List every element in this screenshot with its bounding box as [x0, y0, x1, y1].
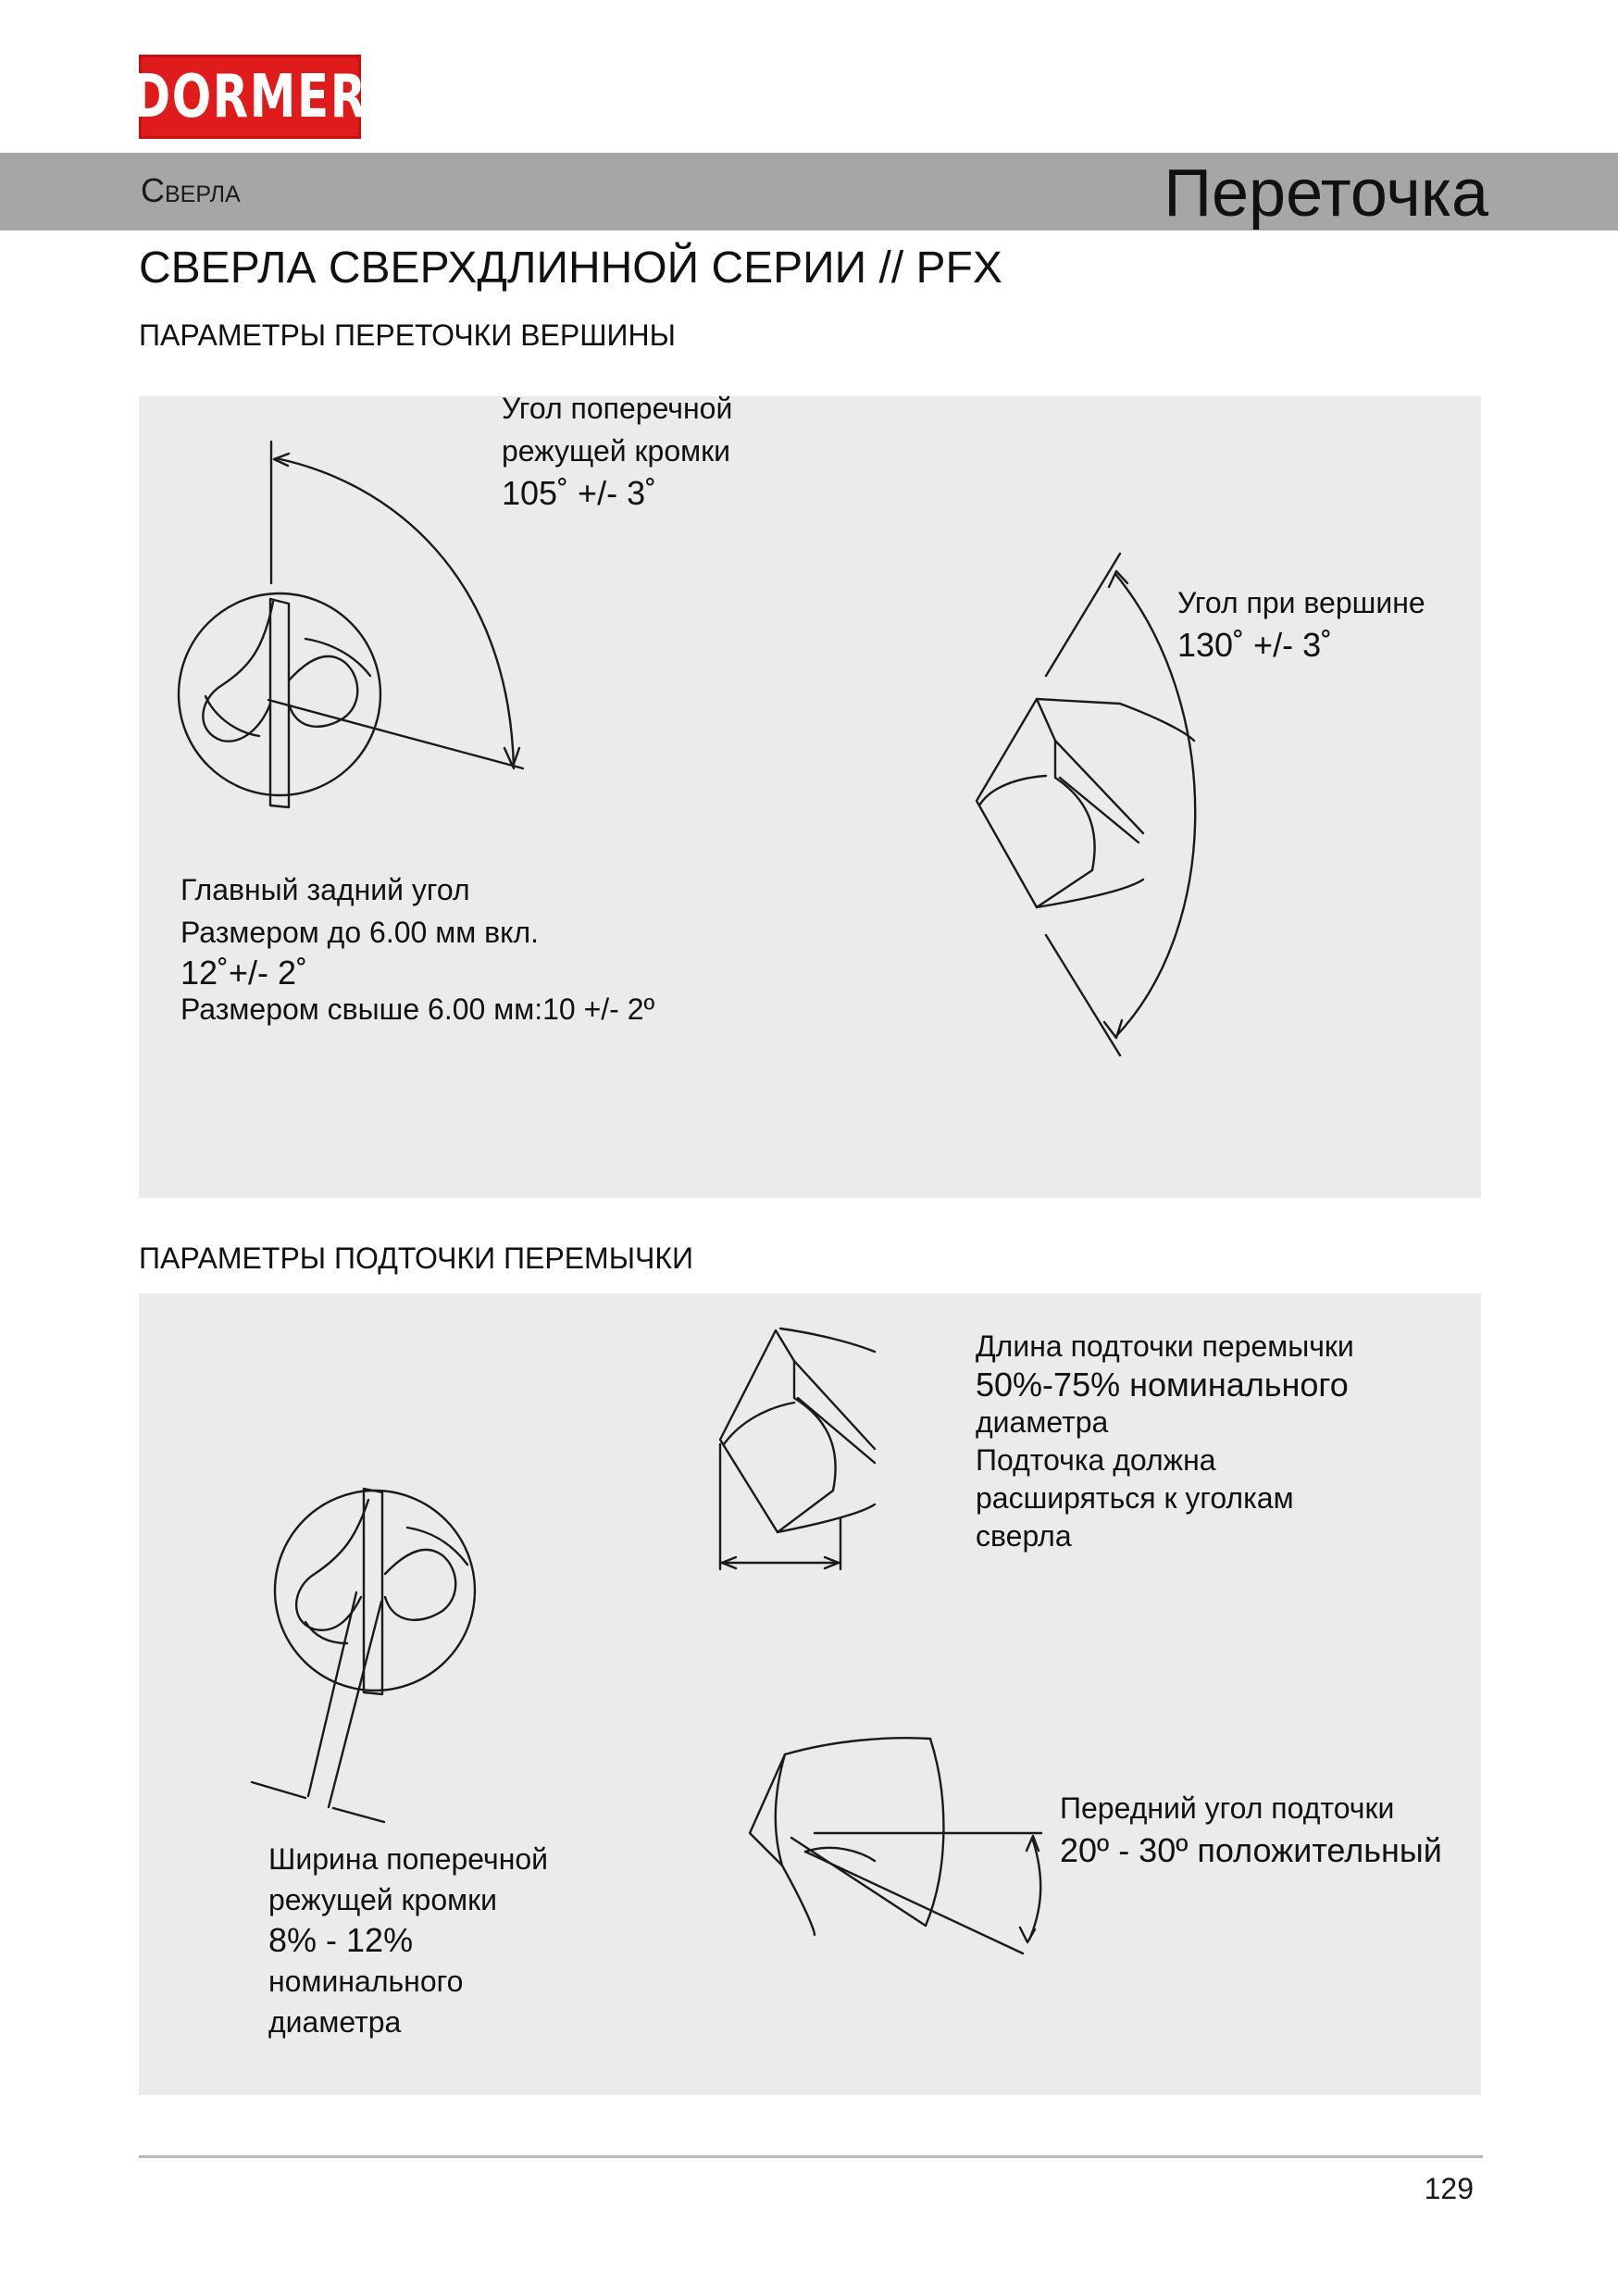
thinning-length-line4: Подточка должна: [976, 1443, 1216, 1477]
section1-heading: ПАРАМЕТРЫ ПЕРЕТОЧКИ ВЕРШИНЫ: [139, 318, 676, 352]
chisel-width-value: 8% - 12%: [268, 1921, 414, 1959]
thinning-length-value: 50%-75% номинального: [976, 1366, 1349, 1404]
topic-label: Переточка: [1164, 156, 1488, 231]
chisel-width-label: [268, 1839, 548, 2042]
point-angle-line1: Угол при вершине: [1177, 586, 1425, 619]
section2-heading: ПАРАМЕТРЫ ПОДТОЧКИ ПЕРЕМЫЧКИ: [139, 1242, 693, 1275]
chisel-angle-line2: режущей кромки: [502, 434, 730, 468]
drill-end-view-diagram: [179, 442, 523, 807]
clearance-angle-label: [180, 868, 654, 1026]
thinning-length-line1: Длина подточки перемычки: [976, 1329, 1354, 1363]
clearance-value: 12˚+/- 2˚: [180, 954, 308, 992]
footer-divider: [139, 2155, 1483, 2158]
rake-angle-line1: Передний угол подточки: [1060, 1791, 1395, 1825]
thinning-length-label: [976, 1328, 1354, 1555]
point-angle-label: [1177, 581, 1425, 667]
chisel-angle-value: 105˚ +/- 3˚: [502, 474, 657, 512]
rake-angle-label: [1060, 1787, 1442, 1872]
clearance-line1: Главный задний угол: [180, 873, 470, 906]
thinning-length-line5: расширяться к уголкам: [976, 1481, 1294, 1515]
section-label: Сверла: [141, 171, 241, 209]
chisel-width-end-view-diagram: [252, 1489, 475, 1822]
chisel-angle-label: [502, 387, 732, 515]
chisel-width-line5: диаметра: [268, 2005, 402, 2039]
chisel-width-line2: режущей кромки: [268, 1883, 497, 1916]
drill-point-side-view-diagram: [977, 554, 1195, 1055]
logo-text: DORMER: [132, 62, 367, 131]
rake-angle-diagram: [750, 1738, 1041, 1953]
chisel-width-line1: Ширина поперечной: [268, 1842, 549, 1876]
thinning-length-line3: диаметра: [976, 1405, 1109, 1439]
point-angle-value: 130˚ +/- 3˚: [1177, 626, 1333, 664]
web-thinning-length-diagram: [720, 1329, 875, 1569]
chisel-angle-line1: Угол поперечной: [502, 392, 733, 425]
page-number: 129: [1424, 2172, 1474, 2205]
clearance-line4: Размером свыше 6.00 мм:10 +/- 2º: [180, 992, 655, 1026]
thinning-length-line6: сверла: [976, 1519, 1072, 1553]
clearance-line2: Размером до 6.00 мм вкл.: [180, 916, 540, 949]
rake-angle-value: 20º - 30º положительный: [1060, 1831, 1442, 1869]
chisel-width-line4: номинального: [268, 1965, 464, 1998]
page-title: СВЕРЛА СВЕРХДЛИННОЙ СЕРИИ // PFX: [139, 243, 1002, 293]
